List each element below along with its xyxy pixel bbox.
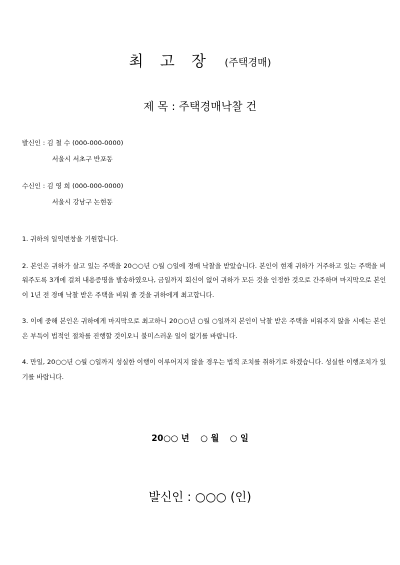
sender-label: 발신인 : 김 철 수 (000-000-0000)	[22, 139, 124, 147]
body-item-1: 1. 귀하의 일익번창을 기원합니다.	[22, 235, 119, 243]
sender-address: 서울시 서초구 반포동	[52, 155, 113, 163]
date-year: 20○○ 년	[151, 434, 190, 444]
recipient-label: 수신인 : 김 영 희 (000-000-0000)	[22, 182, 124, 190]
date-day: ○ 일	[229, 434, 249, 444]
recipient-block	[22, 178, 123, 210]
date-month: ○ 월	[200, 434, 219, 444]
body-item-3: 3. 이에 중해 본인은 귀하에게 마지막으로 최고하니 20○○년 ○월 ○일까지 본인이 낙찰 받은 주택을 비워주지 않을 시에는 본인은 부득이 법적인 절차를 진행할 것이오니 불미스러운 일이 없기를 바랍니다.	[22, 317, 386, 340]
signature-line: 발신인 : ○○○ (인)	[148, 490, 252, 504]
subject-line: 제 목 : 주택경매낙찰 건	[143, 100, 257, 113]
date-line	[0, 432, 400, 444]
sender-block	[22, 135, 123, 167]
title-subtitle: (주택경매)	[224, 58, 272, 69]
body-items	[22, 232, 386, 396]
body-item-2: 2. 본인은 귀하가 살고 있는 주택을 20○○년 ○월 ○일에 경매 낙찰을 받았습니다. 본인이 현재 귀하가 거주하고 있는 주택을 비워주도록 3개에 걸쳐 내용증명을 발송하였으나, 금일까지 회신이 없어 귀하가 모든 것을 인정한 것으로 간주하며 마지막으로 본인이 1년 전 경매 낙찰 받은 주택을 비워 줄 것을 귀하에게 최고합니다.	[22, 261, 386, 299]
document-title	[0, 50, 400, 71]
recipient-address: 서울시 강남구 논현동	[52, 198, 113, 206]
body-item-4: 4. 만일, 20○○년 ○월 ○일까지 성실한 이행이 이루어지지 않을 경우는 법적 조치를 취하기로 하겠습니다. 성실한 이행조치가 있기를 바랍니다.	[22, 358, 386, 381]
title-text: 최 고 장	[128, 52, 212, 70]
